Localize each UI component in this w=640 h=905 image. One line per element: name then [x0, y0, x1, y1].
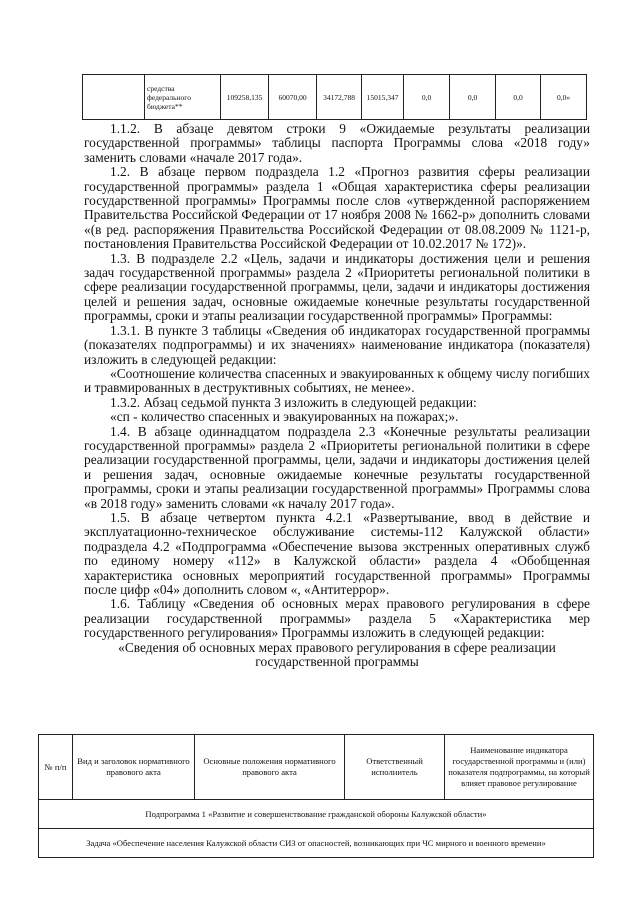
funding-table-fragment — [82, 74, 587, 120]
table-row — [39, 829, 594, 858]
table-header-row — [39, 735, 594, 800]
table-cell: 0,0 — [496, 75, 541, 120]
table-row — [83, 75, 587, 120]
paragraph-1-6: 1.6. Таблицу «Сведения об основных мерах правового регулирования в сфере реализации государственной программы» раздела 5 «Характеристика мер государственного регулирования» Программы изложить в следующей редакции: — [84, 596, 590, 641]
paragraph-1-2: 1.2. В абзаце первом подраздела 1.2 «Прогноз развития сферы реализации государственной программы» раздела 1 «Общая характеристика сферы реализации государственной программы» Программы после слов «утвержденной распоряжением Правительства Российской Федерации от 17 ноября 2008 № 1662-р» дополнить словами «(в ред. распоряжения Правительства Российской Федерации от 08.08.2009 № 1121-р, постановления Правительства Российской Федерации от 10.02.2017 № 172)». — [84, 164, 590, 252]
table-cell: 15015,347 — [362, 75, 404, 120]
legal-measures-table — [38, 734, 594, 858]
table-title: «Сведения об основных мерах правового регулирования в сфере реализации государственной программы — [118, 639, 556, 670]
paragraph-1-3-2: 1.3.2. Абзац седьмой пункта 3 изложить в следующей редакции: — [110, 394, 477, 410]
table-cell: 0,0» — [541, 75, 587, 120]
paragraph-quote: «Соотношение количества спасенных и эвакуированных к общему числу погибших и травмированных в деструктивных событиях, не менее». — [84, 365, 590, 396]
document-body — [84, 122, 590, 669]
header-executor: Ответственный исполнитель — [345, 735, 445, 800]
subprogram-row: Подпрограмма 1 «Развитие и совершенствование гражданской обороны Калужской области» — [39, 800, 594, 829]
header-act-type: Вид и заголовок нормативного правового акта — [73, 735, 195, 800]
paragraph-1-4: 1.4. В абзаце одиннадцатом подраздела 2.3 «Конечные результаты реализации государственной программы» раздела 2 «Приоритеты региональной политики в сфере реализации государственной программы, цели, задачи и индикаторы достижения целей и решения задач, основные ожидаемые конечные результаты государственной программы, сроки и этапы реализации государственной программы» Программы слова «в 2018 году» заменить словами «к началу 2017 года». — [84, 423, 590, 511]
paragraph-1-5: 1.5. В абзаце четвертом пункта 4.2.1 «Развертывание, ввод в действие и эксплуатационно-техническое обслуживание системы-112 Калужской области» подраздела 4.2 «Подпрограмма «Обеспечение вызова экстренных оперативных служб по единому номеру «112» в Калужской области» раздела 4 «Обобщенная характеристика основных мероприятий государственной программы» Программы после цифр «04» дополнить словом «, «Антитеррор». — [84, 509, 590, 597]
table-cell: 0,0 — [404, 75, 450, 120]
table-cell: 34172,788 — [317, 75, 362, 120]
header-indicator: Наименование индикатора государственной программы и (или) показателя подпрограммы, на который влияет правовое регулирование — [445, 735, 594, 800]
table-cell: 109258,135 — [221, 75, 269, 120]
table-cell: 0,0 — [450, 75, 496, 120]
paragraph-1-3-1: 1.3.1. В пункте 3 таблицы «Сведения об индикаторах государственной программы (показателях подпрограммы) и их значениях» наименование индикатора (показателя) изложить в следующей редакции: — [84, 322, 590, 367]
header-number: № п/п — [39, 735, 73, 800]
paragraph-formula: «cп - количество спасенных и эвакуированных на пожарах;». — [110, 409, 459, 425]
paragraph-1-3: 1.3. В подразделе 2.2 «Цель, задачи и индикаторы достижения цели и решения задач государственной программы» раздела 2 «Приоритеты региональной политики в сфере реализации государственной программы, цели, задачи и индикаторы достижения целей и решения задач, основные ожидаемые конечные результаты государственной программы, сроки и этапы реализации государственной программы» Программы: — [84, 250, 590, 324]
task-row: Задача «Обеспечение населения Калужской области СИЗ от опасностей, возникающих при ЧС мирного и военного времени» — [39, 829, 594, 858]
header-provisions: Основные положения нормативного правового акта — [195, 735, 345, 800]
table-cell-empty — [83, 75, 145, 120]
paragraph-1-1-2: 1.1.2. В абзаце девятом строки 9 «Ожидаемые результаты реализации государственной программы» таблицы паспорта Программы слова «2018 году» заменить словами «начале 2017 года». — [84, 121, 590, 165]
table-cell: 60070,00 — [269, 75, 317, 120]
table-cell: средства федерального бюджета** — [145, 75, 221, 120]
table-row — [39, 800, 594, 829]
